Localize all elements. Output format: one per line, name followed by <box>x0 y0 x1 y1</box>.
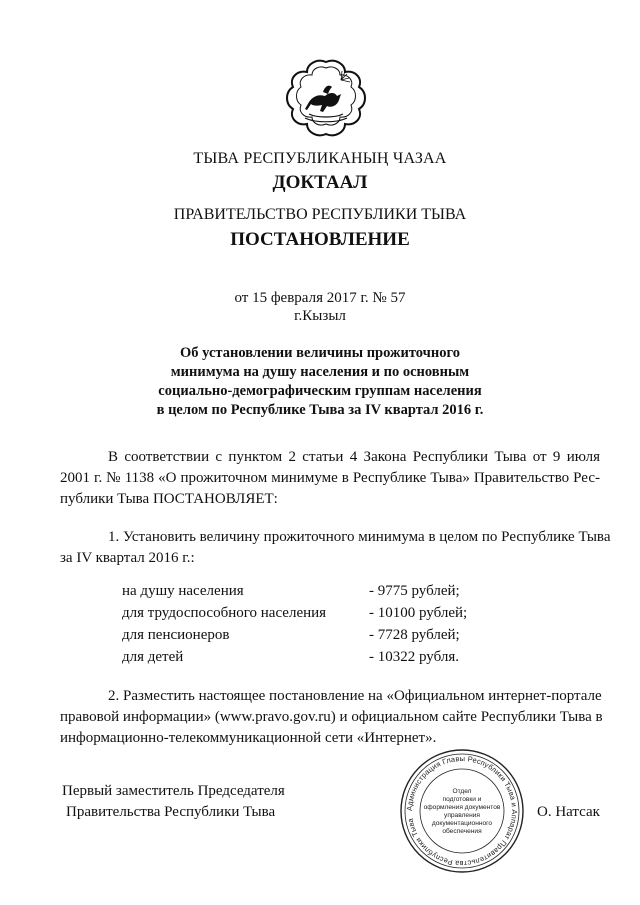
header-tyva-line: ТЫВА РЕСПУБЛИКАНЫҢ ЧАЗАА <box>193 150 447 167</box>
header-doktaal: ДОКТААЛ <box>272 172 368 193</box>
header-government-line: ПРАВИТЕЛЬСТВО РЕСПУБЛИКИ ТЫВА <box>173 206 467 223</box>
stamp-center-line: Отдел <box>452 788 472 795</box>
paragraph-line: 1. Установить величину прожиточного минимума в целом по Республике Тыва <box>108 529 611 545</box>
minimum-label: для пенсионеров <box>122 627 230 643</box>
title-line: социально-демографическим группам населения <box>158 383 482 399</box>
paragraph-line: за IV квартал 2016 г.: <box>60 550 195 566</box>
title-line: Об установлении величины прожиточного <box>180 345 460 361</box>
paragraph-line: правовой информации» (www.pravo.gov.ru) и официальном сайте Республики Тыва в <box>60 709 603 725</box>
document-date-number: от 15 февраля 2017 г. № 57 <box>234 290 406 306</box>
document-city: г.Кызыл <box>294 308 346 324</box>
minimum-value: - 10322 рубля. <box>369 649 459 665</box>
stamp-center-line: оформления документов <box>423 804 501 811</box>
tyva-emblem-icon <box>283 56 369 140</box>
title-line: минимума на душу населения и по основным <box>170 364 470 380</box>
signatory-name: О. Натсак <box>537 804 600 820</box>
item-2-paragraph <box>60 686 603 749</box>
minimum-label: на душу населения <box>122 583 244 599</box>
minimum-label: для трудоспособного населения <box>122 605 327 621</box>
stamp-center-line: обеспечения <box>442 828 482 835</box>
paragraph-line: публики Тыва ПОСТАНОВЛЯЕТ: <box>60 491 278 507</box>
signatory-position-line2: Правительства Республики Тыва <box>66 804 276 820</box>
signatory-position-line1: Первый заместитель Председателя <box>62 783 285 799</box>
official-stamp <box>398 747 526 875</box>
document-title <box>0 344 640 420</box>
paragraph-line: информационно-телекоммуникационной сети «Интернет». <box>60 730 437 746</box>
title-line: в целом по Республике Тыва за IV квартал 2016 г. <box>156 402 484 418</box>
stamp-center-line: управления <box>444 812 480 819</box>
minimum-label: для детей <box>122 649 184 665</box>
minimum-value: - 10100 рублей; <box>369 605 468 621</box>
item-1-paragraph <box>60 527 611 569</box>
svg-text:Администрация Главы Республики: Администрация Главы Республики Тыва и Аппарат Правительства Республики Тыва <box>404 753 520 869</box>
paragraph-line: В соответствии с пунктом 2 статьи 4 Закона Республики Тыва от 9 июля <box>108 449 600 465</box>
stamp-center-line: документационного <box>431 820 493 827</box>
paragraph-line: 2001 г. № 1138 «О прожиточном минимуме в Республике Тыва» Правительство Рес- <box>60 470 600 486</box>
header-postanovlenie: ПОСТАНОВЛЕНИЕ <box>230 229 410 250</box>
minimum-value: - 9775 рублей; <box>369 583 460 599</box>
preamble-paragraph <box>60 447 600 510</box>
minimum-value: - 7728 рублей; <box>369 627 460 643</box>
stamp-center-line: подготовки и <box>442 796 482 803</box>
paragraph-line: 2. Разместить настоящее постановление на «Официальном интернет-портале <box>108 688 602 704</box>
